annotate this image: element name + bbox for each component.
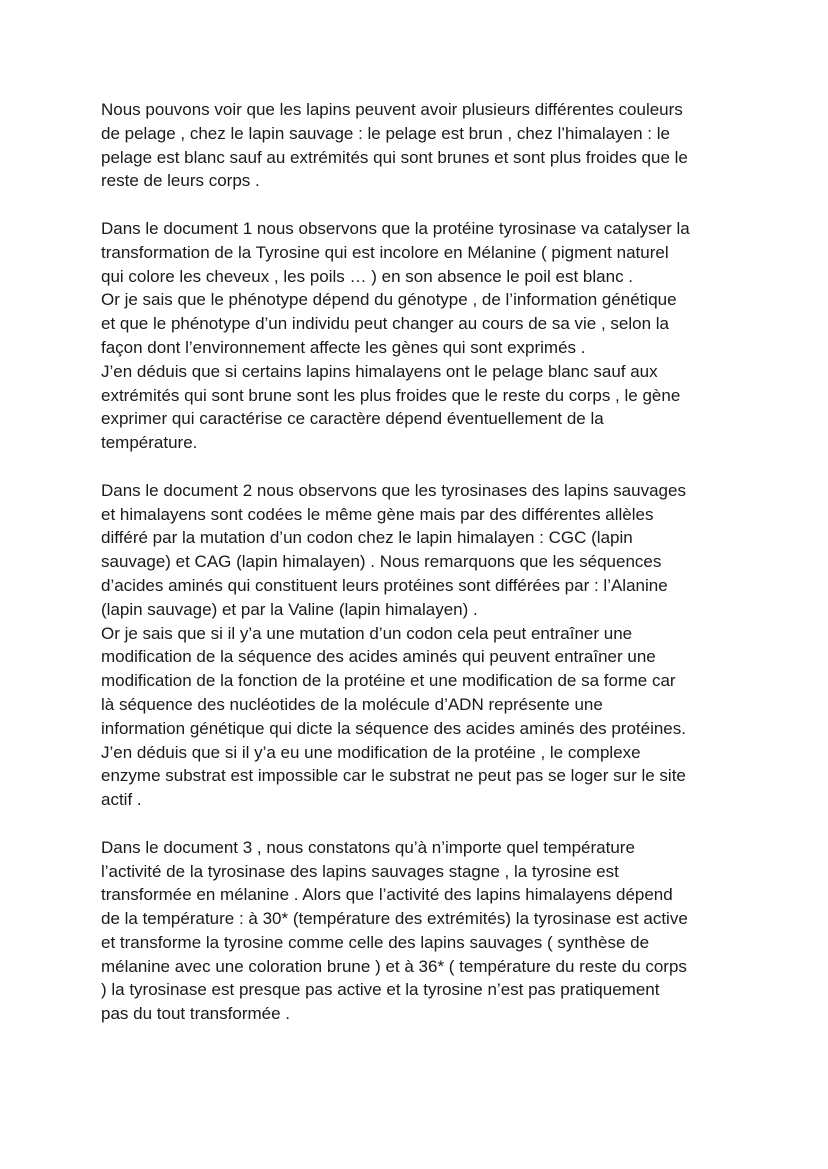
text-line: exprimer qui caractérise ce caractère dépend éventuellement de la <box>101 409 604 429</box>
text-line: pas du tout transformée . <box>101 1004 290 1024</box>
text-line: extrémités qui sont brune sont les plus froides que le reste du corps , le gène <box>101 385 681 405</box>
text-line: Dans le document 3 , nous constatons qu’à n’importe quel température <box>101 837 635 857</box>
text-line: de pelage , chez le lapin sauvage : le pelage est brun , chez l’himalayen : le <box>101 123 670 143</box>
text-line: pelage est blanc sauf au extrémités qui sont brunes et sont plus froides que le <box>101 147 688 167</box>
text-line: transformée en mélanine . Alors que l’activité des lapins himalayens dépend <box>101 885 673 905</box>
text-line: ) la tyrosinase est presque pas active et la tyrosine n’est pas pratiquement <box>101 980 660 1000</box>
text-line: de la température : à 30* (température des extrémités) la tyrosinase est active <box>101 909 688 929</box>
text-line: qui colore les cheveux , les poils … ) en son absence le poil est blanc . <box>101 266 634 286</box>
text-line: et himalayens sont codées le même gène mais par des différentes allèles <box>101 504 654 524</box>
text-line: information génétique qui dicte la séquence des acides aminés des protéines. <box>101 718 686 738</box>
text-line: modification de la fonction de la protéine et une modification de sa forme car <box>101 671 676 691</box>
text-line: façon dont l’environnement affecte les gènes qui sont exprimés . <box>101 337 586 357</box>
paragraph-4 <box>101 836 781 1026</box>
text-line: J’en déduis que si certains lapins himalayens ont le pelage blanc sauf aux <box>101 361 658 381</box>
text-line: J’en déduis que si il y’a eu une modification de la protéine , le complexe <box>101 742 641 762</box>
text-line: l’activité de la tyrosinase des lapins sauvages stagne , la tyrosine est <box>101 861 619 881</box>
text-line: Or je sais que si il y’a une mutation d’un codon cela peut entraîner une <box>101 623 633 643</box>
text-line: mélanine avec une coloration brune ) et à 36* ( température du reste du corps <box>101 956 687 976</box>
text-line: enzyme substrat est impossible car le substrat ne peut pas se loger sur le site <box>101 766 686 786</box>
text-line: reste de leurs corps . <box>101 171 260 191</box>
paragraph-3 <box>101 479 781 812</box>
paragraph-1 <box>101 98 781 193</box>
text-line: différé par la mutation d’un codon chez le lapin himalayen : CGC (lapin <box>101 528 633 548</box>
text-line: (lapin sauvage) et par la Valine (lapin himalayen) . <box>101 599 478 619</box>
text-line: sauvage) et CAG (lapin himalayen) . Nous remarquons que les séquences <box>101 552 662 572</box>
text-line: Nous pouvons voir que les lapins peuvent avoir plusieurs différentes couleurs <box>101 100 683 119</box>
text-line: Or je sais que le phénotype dépend du génotype , de l’information génétique <box>101 290 677 310</box>
text-line: Dans le document 1 nous observons que la protéine tyrosinase va catalyser la <box>101 218 690 238</box>
text-line: et que le phénotype d’un individu peut changer au cours de sa vie , selon la <box>101 314 670 334</box>
paragraph-2 <box>101 217 781 455</box>
text-line: et transforme la tyrosine comme celle des lapins sauvages ( synthèse de <box>101 932 650 952</box>
text-line: d’acides aminés qui constituent leurs protéines sont différées par : l’Alanine <box>101 575 668 595</box>
text-line: actif . <box>101 790 142 810</box>
text-line: Dans le document 2 nous observons que les tyrosinases des lapins sauvages <box>101 480 686 500</box>
text-line: température. <box>101 433 198 453</box>
text-line: modification de la séquence des acides aminés qui peuvent entraîner une <box>101 647 656 667</box>
text-line: transformation de la Tyrosine qui est incolore en Mélanine ( pigment naturel <box>101 242 669 262</box>
document-page <box>101 98 781 1050</box>
text-line: là séquence des nucléotides de la molécule d’ADN représente une <box>101 694 603 714</box>
